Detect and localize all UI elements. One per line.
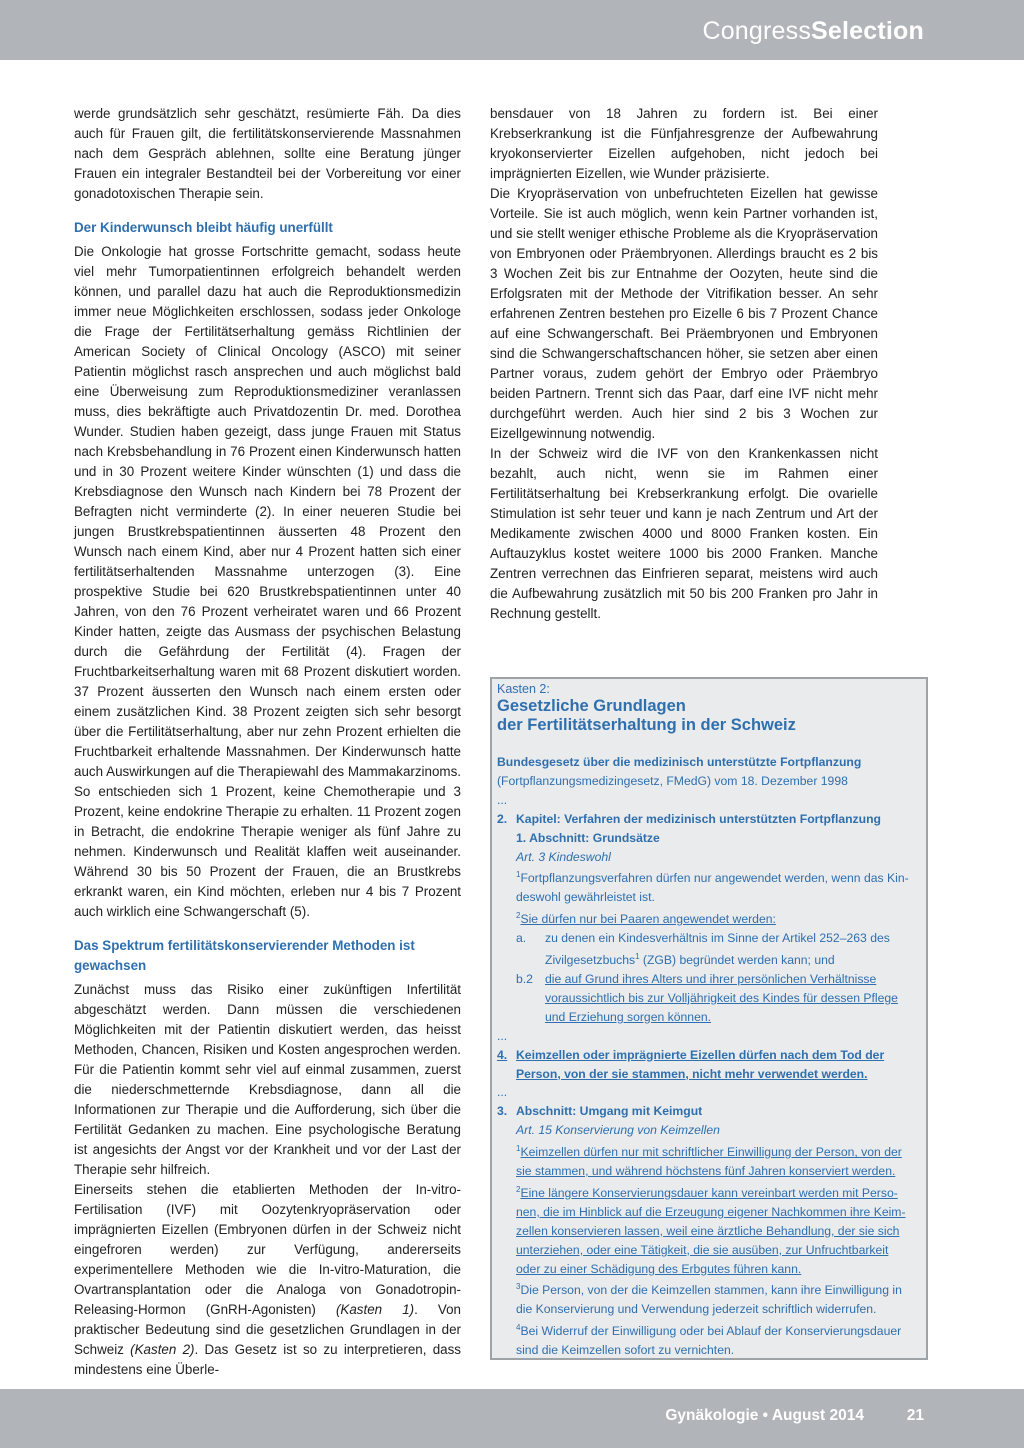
journal-issue: Gynäkologie • August 2014 xyxy=(665,1407,864,1424)
item-label: b.2 xyxy=(516,971,533,986)
brand-logo xyxy=(702,17,924,46)
article-15-para-2-cont: unterziehen, oder eine Tätigkeit, die sie ausüben, zur Unfruchtbarkeit xyxy=(516,1242,889,1257)
text-segment: . Das Gesetz ist so zu interpretieren, dass mindestens eine Überle- xyxy=(74,1342,462,1377)
item-a xyxy=(497,929,919,948)
text-line: Eine längere Konservierungsdauer kann vereinbart werden mit Perso- xyxy=(520,1185,898,1200)
text-line: Sie dürfen nur bei Paaren angewendet werden: xyxy=(520,912,776,927)
item-label: a. xyxy=(516,931,527,946)
footnote-marker: 2 xyxy=(516,911,521,921)
section-title: Abschnitt: Umgang mit Keimgut xyxy=(516,1104,703,1119)
text-segment: (ZGB) begründet werden kann; und xyxy=(639,953,835,968)
right-column xyxy=(490,104,878,624)
footnote-marker: 1 xyxy=(516,1144,521,1154)
law-title: Bundesgesetz über die medizinisch unterstützte Fortpflanzung xyxy=(497,755,862,769)
article-3-title: Art. 3 Kindeswohl xyxy=(516,849,611,864)
chapter-2-heading xyxy=(497,810,919,829)
text-line: Fortpflanzungsverfahren dürfen nur angewendet werden, wenn das Kin- xyxy=(520,871,909,886)
footer-bar xyxy=(0,1389,1024,1448)
reference-kasten-1: (Kasten 1) xyxy=(335,1302,415,1317)
article-15-para-3 xyxy=(497,1278,919,1300)
left-column xyxy=(74,104,461,1380)
item-b2-cont: und Erziehung sorgen können. xyxy=(545,1009,712,1024)
text-segment: Einerseits stehen die etablierten Methoden der In-vitro-Fertilisation (IVF) mit Oozytenkryopräservation oder imprägnierten Eizellen (Embryonen dürfen in der Schweiz nicht eingefroren werden) zur Verfügung, andererseits experimentellere Methoden wie die In-vitro-Maturation, die Ovartransplantation oder die Analoga von Gonadotropin-Releasing-Hormon (GnRH-Agonisten) xyxy=(74,1182,461,1317)
article-15-para-2-cont: oder zu einer Schädigung des Erbgutes führen kann. xyxy=(516,1261,802,1276)
text-line: Bei Widerruf der Einwilligung oder bei Ablauf der Konservierungsdauer xyxy=(520,1324,902,1339)
article-15-para-2-cont: nen, die im Hinblick auf die Erzeugung eigener Nachkommen ihre Keim- xyxy=(516,1204,906,1219)
item-b2 xyxy=(497,970,919,989)
article-3-para-1 xyxy=(497,866,919,888)
section-4-cont xyxy=(497,1065,919,1084)
ellipsis: ... xyxy=(497,1085,508,1100)
paragraph-risiko: Zunächst muss das Risiko einer zukünftigen Infertilität abgeschätzt werden. Dann müssen die verschiedenen Möglichkeiten mit der Patientin diskutiert werden, das heisst Methoden, Chancen, Risiken und Kosten angesprochen werden. Für die Patientin kommt sehr viel auf einmal zusammen, zuerst die niederschmetternde Krebsdiagnose, dann all die Informationen zur Therapie und die Aufforderung, sich über die Fertilität Gedanken zu machen. Eine psychologische Beratung ist angesichts der Angst vor der Krankheit und vor der Last der Therapie sehr hilfreich. xyxy=(74,982,461,1177)
paragraph-kosten: In der Schweiz wird die IVF von den Krankenkassen nicht bezahlt, auch nicht, wenn sie im Rahmen einer Fertilitätserhaltung bei Krebserkrankung erfolgt. Die ovarielle Stimulation ist sehr teuer und kann je nach Zentrum und Art der Medikamente zwischen 4000 und 8000 Franken kosten. Ein Auftauzyklus kostet weitere 1000 bis 2000 Franken. Manche Zentren verrechnen das Einfrieren separat, meistens wird auch die Aufbewahrung zusätzlich mit 50 bis 200 Franken pro Jahr in Rechnung gestellt. xyxy=(490,446,878,621)
text-line: Keimzellen dürfen nur mit schriftlicher Einwilligung der Person, von der xyxy=(520,1145,902,1160)
article-15-para-4 xyxy=(497,1319,919,1341)
item-a-cont xyxy=(497,948,919,970)
section-heading-spektrum: Das Spektrum fertilitätskonservierender Methoden ist gewachsen xyxy=(74,938,415,973)
text-line: zu denen ein Kindesverhältnis im Sinne der Artikel 252–263 des xyxy=(545,931,890,946)
section-1-heading: 1. Abschnitt: Grundsätze xyxy=(516,830,660,845)
box-tag: Kasten 2: xyxy=(497,682,550,696)
paragraph-ueberlebensdauer: bensdauer von 18 Jahren zu fordern ist. Bei einer Krebserkrankung ist die Fünfjahresgrenze der Aufbewahrung kryokonservierter Eizellen aufgehoben, nicht jedoch bei imprägnierten Eizellen, wie Wunder präzisierte. xyxy=(490,106,878,181)
section-number: 3. xyxy=(497,1104,508,1119)
article-15-para-2-cont: zellen konservieren lassen, weil eine ärztliche Behandlung, der sie sich xyxy=(516,1223,900,1238)
text-line: Die Person, von der die Keimzellen stammen, kann ihre Einwilligung in xyxy=(520,1283,902,1298)
brand-bold: Selection xyxy=(811,17,924,45)
text-line: Person, von der sie stammen, nicht mehr verwendet werden. xyxy=(516,1066,868,1081)
intro-paragraph: werde grundsätzlich sehr geschätzt, resümierte Fäh. Da dies auch für Frauen gilt, die fertilitätskonservierende Massnahmen nach dem Gespräch ablehnen, sollte eine Beratung jünger Frauen ein integraler Bestandteil bei der Vorbereitung vor einer gonadotoxischen Therapie sein. xyxy=(74,106,461,201)
footnote-marker: 2 xyxy=(516,1184,521,1194)
article-15-para-4-cont: sind die Keimzellen sofort zu vernichten. xyxy=(516,1343,735,1358)
article-15-para-1 xyxy=(497,1140,919,1162)
footnote-marker: 1 xyxy=(635,952,640,962)
page-number: 21 xyxy=(906,1407,924,1424)
text-line: die auf Grund ihres Alters und ihrer persönlichen Verhältnisse xyxy=(545,971,877,986)
law-subtitle: (Fortpflanzungsmedizingesetz, FMedG) vom 18. Dezember 1998 xyxy=(497,773,848,788)
info-box-kasten-2 xyxy=(490,677,928,1360)
chapter-number: 2. xyxy=(497,811,508,826)
brand-light: Congress xyxy=(702,17,812,45)
box-title-line: der Fertilitätserhaltung in der Schweiz xyxy=(497,716,796,734)
text-segment: Zivilgesetzbuchs xyxy=(545,953,636,968)
article-3-para-2 xyxy=(497,907,919,929)
article-15-para-2 xyxy=(497,1181,919,1203)
item-b2-cont: voraussichtlich bis zur Volljährigkeit des Kindes für dessen Pflege xyxy=(545,990,898,1005)
reference-kasten-2: (Kasten 2) xyxy=(130,1342,195,1357)
box-title-line: Gesetzliche Grundlagen xyxy=(497,697,686,715)
paragraph-kinderwunsch: Die Onkologie hat grosse Fortschritte gemacht, sodass heute viel mehr Tumorpatientinnen erfolgreich behandelt werden können, und parallel dazu hat auch die Reproduktionsmedizin immer neue Möglichkeiten erschlossen, sodass jeder Onkologe die Frage der Fertilitätserhaltung gemäss Richtlinien der American Society of Clinical Oncology (ASCO) mit seiner Patientin möglichst rasch ansprechen und auch möglichst bald eine Überweisung zum Reproduktionsmediziner veranlassen muss, dies bekräftigte auch Privatdozentin Dr. med. Dorothea Wunder. Studien haben gezeigt, dass junge Frauen mit Status nach Krebsbehandlung in 76 Prozent einen Kinderwunsch hatten und in 30 Prozent weitere Kinder wünschten (1) und dass die Krebsdiagnose den Wunsch nach Kindern bei 78 Prozent der Befragten nicht verminderte (2). In einer neueren Studie bei jungen Brustkrebspatientinnen äusserten 48 Prozent den Wunsch nach einem Kind, aber nur 4 Prozent hatten sich einer fertilitätserhaltenden Massnahme unterzogen (3). Eine prospektive Studie bei 620 Brustkrebspatientinnen unter 40 Jahren, von den 76 Prozent verheiratet waren und 66 Prozent Kinder hatten, zeigte das Ausmass der psychischen Belastung durch die Gefährdung der Fertilität (4). Fragen der Fruchtbarkeitserhaltung waren mit 68 Prozent diskutiert worden. 37 Prozent äusserten den Wunsch nach einem ersten oder einem zusätzlichen Kind. 38 Prozent zeigten sich sehr besorgt über die Fertilitätserhaltung, aber nur zehn Prozent erhielten die Fruchtbarkeit erhaltende Massnahmen. Der Kinderwunsch hatte auch Auswirkungen auf die Therapiewahl des Mammakarzinoms. So entschieden sich 1 Prozent, keine Chemotherapie und 3 Prozent, keine endokrine Therapie zu erhalten. 11 Prozent zogen in Betracht, die endokrine Therapie weniger als fünf Jahre zu nehmen. Kinderwunsch und Realität klaffen weit auseinander. Während 30 bis 50 Prozent der Frauen, die an Brustkrebs erkrankt waren, ein Kind möchten, erleben nur 4 bis 7 Prozent auch wirklich eine Schwangerschaft (5). xyxy=(74,244,461,919)
ellipsis: ... xyxy=(497,792,508,807)
article-15-para-3-cont: die Konservierung und Verwendung jederzeit schriftlich widerrufen. xyxy=(516,1302,877,1317)
footnote-marker: 3 xyxy=(516,1282,521,1292)
footnote-marker: 1 xyxy=(516,870,521,880)
box-title xyxy=(497,697,919,735)
header-bar xyxy=(0,0,1024,60)
section-number: 4. xyxy=(497,1047,508,1062)
paragraph-kryopraeservation: Die Kryopräservation von unbefruchteten Eizellen hat gewisse Vorteile. Sie ist auch möglich, wenn kein Partner vorhanden ist, und sie stellt weniger ethische Probleme als die Kryopräservation von Embryonen oder Präembryonen. Allerdings braucht es 2 bis 3 Wochen Zeit bis zur Entnahme der Oozyten, heute sind die Erfolgsraten mit der Methode der Vitrifikation besser. An sehr erfahrenen Zentren bestehen pro Eizelle 6 bis 7 Prozent Chance auf eine Schwangerschaft. Bei Präembryonen und Embryonen sind die Schwangerschaftschancen höher, sie setzen aber einen Partner voraus, zudem gehört der Embryo oder Präembryo beiden Partnern. Trennt sich das Paar, darf eine IVF nicht mehr durchgeführt werden. Auch hier sind 2 bis 3 Wochen zur Eizellgewinnung notwendig. xyxy=(490,186,878,441)
ellipsis: ... xyxy=(497,1028,508,1043)
paragraph-methoden xyxy=(74,1180,461,1380)
text-line: Keimzellen oder imprägnierte Eizellen dürfen nach dem Tod der xyxy=(516,1047,885,1062)
chapter-title: Kapitel: Verfahren der medizinisch unterstützten Fortpflanzung xyxy=(516,811,881,826)
text-segment: . Von praktischer Bedeutung sind die gesetzlichen Grundlagen in der Schweiz xyxy=(74,1302,462,1357)
article-15-title: Art. 15 Konservierung von Keimzellen xyxy=(516,1123,720,1138)
section-4 xyxy=(497,1046,919,1065)
article-3-para-1-cont: deswohl gewährleistet ist. xyxy=(516,890,655,905)
article-15-para-1-cont: sie stammen, und während höchstens fünf Jahren konserviert werden. xyxy=(516,1164,896,1179)
section-3-heading xyxy=(497,1102,919,1121)
footnote-marker: 4 xyxy=(516,1323,521,1333)
section-heading-kinderwunsch: Der Kinderwunsch bleibt häufig unerfüllt xyxy=(74,220,333,235)
